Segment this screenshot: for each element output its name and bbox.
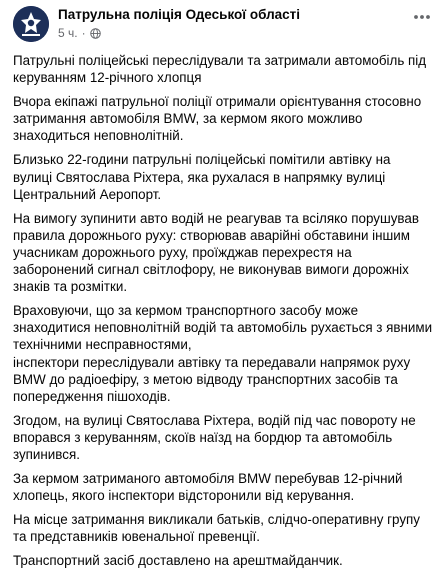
post-body bbox=[13, 52, 433, 577]
avatar[interactable] bbox=[13, 6, 49, 42]
meta-separator: · bbox=[81, 26, 86, 40]
post-paragraph: Близько 22-години патрульні поліцейські помітили автівку на вулиці Святослава Ріхтера, яка рухалася в напрямку вулиці Центральний Аеропорт. bbox=[13, 152, 391, 202]
police-badge-logo bbox=[13, 6, 49, 42]
globe-icon bbox=[90, 28, 101, 39]
post-headline: Патрульні поліцейські переслідували та затримали автомобіль під керуванням 12-річного хлопця bbox=[13, 53, 427, 86]
more-icon[interactable] bbox=[409, 8, 435, 26]
post-paragraph: На місце затримання викликали батьків, слідчо-оперативну групу та представників ювенальної превенції. bbox=[13, 512, 420, 545]
post-meta bbox=[58, 26, 101, 40]
post-paragraph: За кермом затриманого автомобіля BMW перебував 12-річний хлопець, якого інспектори відсторонили від керування. bbox=[13, 471, 403, 504]
post-time[interactable]: 5 ч. bbox=[58, 26, 78, 40]
post-header bbox=[13, 6, 435, 46]
post-paragraph: Згодом, на вулиці Святослава Ріхтера, водій під час повороту не впорався з керуванням, скоїв наїзд на бордюр та автомобіль зупинився. bbox=[13, 412, 416, 462]
page-name[interactable]: Патрульна поліція Одеської області bbox=[58, 7, 301, 22]
post-paragraph: Враховуючи, що за кермом транспортного засобу може знаходитися неповнолітній водій та автомобіль рухається з явними технічними несправностями, інспектори переслідували автівку та передавали напрямок руху BMW до радіоефіру, з метою відводу транспортних засобів та попередження пішоходів. bbox=[13, 303, 433, 404]
post-paragraph: Транспортний засіб доставлено на арештмайданчик. bbox=[13, 553, 343, 569]
post-paragraph: На вимогу зупинити авто водій не реагував та всіляко порушував правила дорожнього руху: створював аварійні обставини іншим учасникам дорожнього руху, проїжджав перехрестя на заборонений сигнал світлофору, не виконував вимоги дорожніх знаків та розмітки. bbox=[13, 210, 419, 295]
post-paragraph: Вчора екіпажі патрульної поліції отримали орієнтування стосовно затримання автомобіля BMW, за кермом якого можливо знаходиться неповнолітній. bbox=[13, 94, 422, 144]
